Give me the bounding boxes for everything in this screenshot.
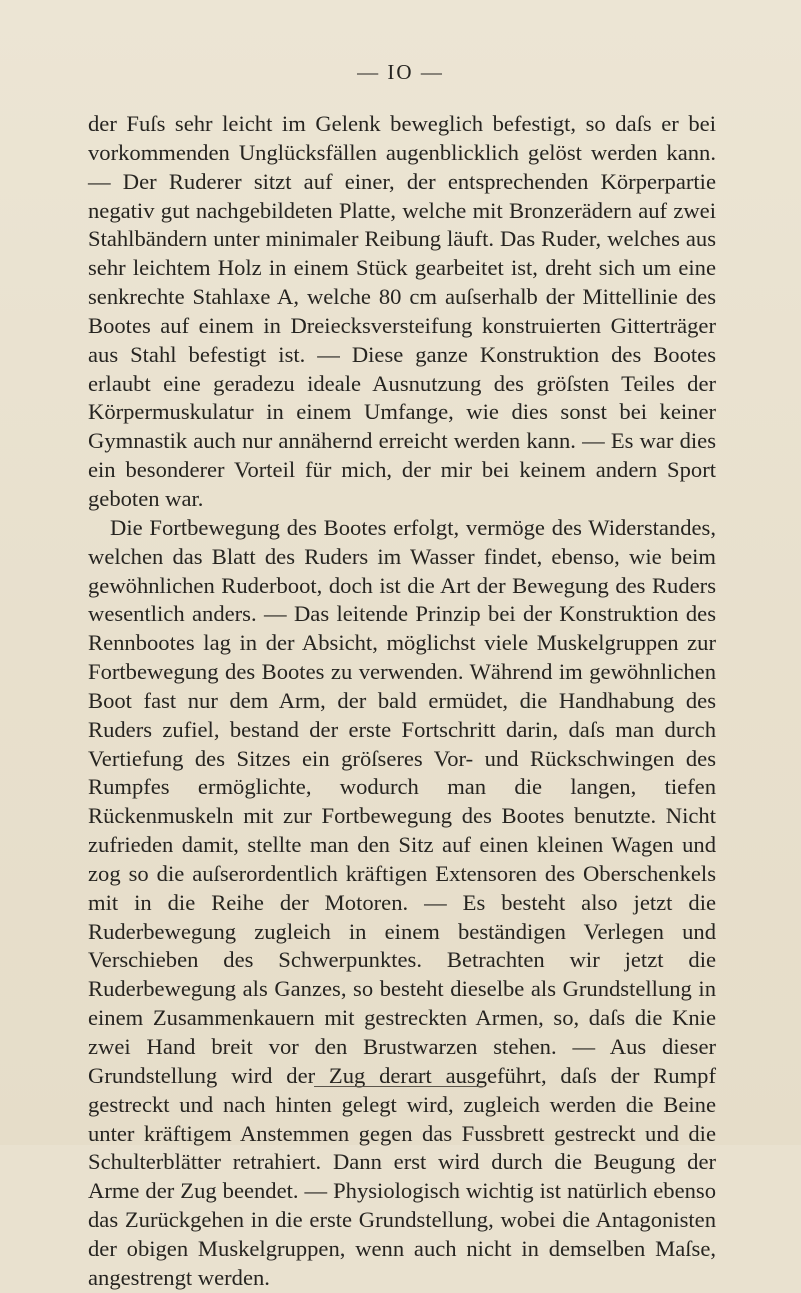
footer-rule [314, 1086, 485, 1087]
page-number: — IO — [357, 60, 444, 84]
paragraph-2: Die Fortbewegung des Bootes erfolgt, vermöge des Widerstandes, welchen das Blatt des Ruders im Wasser findet, ebenso, wie beim gewöhnlichen Ruderboot, doch ist die Art der Bewegung des Ruders wesentlich anders. — Das leitende Prinzip bei der Konstruktion des Rennbootes lag in der Absicht, möglichst viele Muskelgruppen zur Fortbewegung des Bootes zu verwenden. Während im gewöhnlichen Boot fast nur dem Arm, der bald ermüdet, die Handhabung des Ruders zufiel, bestand der erste Fortschritt darin, daſs man durch Vertiefung des Sitzes ein gröſseres Vor- und Rückschwingen des Rumpfes ermöglichte, wodurch man die langen, tiefen Rückenmuskeln mit zur Fortbewegung des Bootes benutzte. Nicht zufrieden damit, stellte man den Sitz auf einen kleinen Wagen und zog so die auſserordentlich kräftigen Extensoren des Oberschenkels mit in die Reihe der Motoren. — Es besteht also jetzt die Ruderbewegung zugleich in einem beständigen Verlegen und Verschieben des Schwerpunktes. Betrachten wir jetzt die Ruderbewegung als Ganzes, so besteht dieselbe als Grundstellung in einem Zusammenkauern mit gestreckten Armen, so, daſs die Knie zwei Hand breit vor den Brustwarzen stehen. — Aus dieser Grundstellung wird der Zug derart ausgeführt, daſs der Rumpf gestreckt und nach hinten gelegt wird, zugleich werden die Beine unter kräftigem Anstemmen gegen das Fussbrett gestreckt und die Schulterblätter retrahiert. Dann erst wird durch die Beugung der Arme der Zug beendet. — Physiologisch wichtig ist natürlich ebenso das Zurückgehen in die erste Grundstellung, wobei die Antagonisten der obigen Muskelgruppen, wenn auch nicht in demselben Maſse, angestrengt werden. [88, 514, 716, 1290]
body-text [88, 110, 716, 1293]
paragraph-1: der Fuſs sehr leicht im Gelenk beweglich befestigt, so daſs er bei vorkommenden Unglücksfällen augenblicklich gelöst werden kann. — Der Ruderer sitzt auf einer, der entsprechenden Körperpartie negativ gut nachgebildeten Platte, welche mit Bronzerädern auf zwei Stahlbändern unter minimaler Reibung läuft. Das Ruder, welches aus sehr leichtem Holz in einem Stück gearbeitet ist, dreht sich um eine senkrechte Stahlaxe A, welche 80 cm auſserhalb der Mittellinie des Bootes auf einem in Dreiecksversteifung konstruierten Gitterträger aus Stahl befestigt ist. — Diese ganze Konstruktion des Bootes erlaubt eine geradezu ideale Ausnutzung des gröſsten Teiles der Körpermuskulatur in einem Umfange, wie dies sonst bei keiner Gymnastik auch nur annähernd erreicht werden kann. — Es war dies ein besonderer Vorteil für mich, der mir bei keinem andern Sport geboten war. [88, 111, 716, 511]
